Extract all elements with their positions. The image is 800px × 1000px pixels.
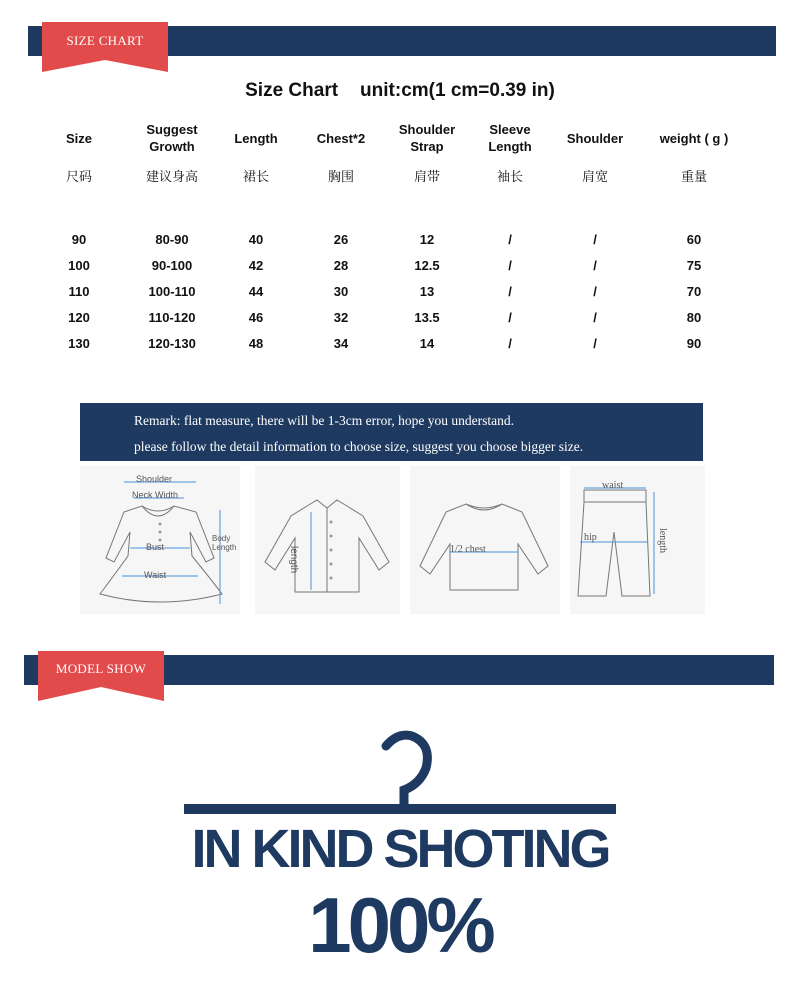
table-cell: 40 <box>248 231 264 247</box>
shirt-outline-icon <box>255 466 400 614</box>
table-row <box>36 252 756 278</box>
header-zh-size: 尺码 <box>65 168 92 184</box>
remark-line-2: please follow the detail information to choose size, suggest you choose bigger size. <box>134 439 584 454</box>
pants-length-label: length <box>657 528 668 553</box>
table-cell: 80 <box>686 309 702 325</box>
table-cell: 32 <box>333 309 349 325</box>
dress-waist-label: Waist <box>144 570 167 580</box>
hanger-icon <box>180 726 620 816</box>
size-table <box>36 116 756 356</box>
table-cell: 28 <box>333 257 349 273</box>
header-zh-length: 裙长 <box>242 168 269 184</box>
header-weight: weight ( g ) <box>659 130 729 146</box>
table-cell: 90 <box>686 335 702 351</box>
table-row <box>36 330 756 356</box>
sweater-diagram <box>410 466 560 614</box>
table-cell: / <box>508 309 512 325</box>
table-cell: 100-110 <box>148 283 196 299</box>
shirt-diagram <box>255 466 400 614</box>
header-zh-shoulder: 肩宽 <box>581 168 608 184</box>
table-cell: / <box>593 231 597 247</box>
table-cell: 100 <box>68 257 90 273</box>
table-header-zh <box>36 160 756 190</box>
table-cell: 46 <box>248 309 264 325</box>
ribbon-fold <box>42 60 168 72</box>
shirt-length-label: length <box>288 546 299 574</box>
percent-headline: 100% <box>308 881 492 969</box>
table-cell: / <box>593 257 597 273</box>
table-cell: 130 <box>68 335 90 351</box>
table-cell: 75 <box>686 257 702 273</box>
table-cell: / <box>508 335 512 351</box>
table-cell: 90 <box>71 231 87 247</box>
table-cell: / <box>593 335 597 351</box>
pants-waist-label: waist <box>602 480 624 491</box>
table-cell: 12 <box>419 231 435 247</box>
table-cell: / <box>508 283 512 299</box>
table-cell: 110 <box>68 283 90 299</box>
header-length: Length <box>234 130 278 146</box>
table-row <box>36 304 756 330</box>
header-zh-weight: 重量 <box>680 168 707 184</box>
header-shoulder: Shoulder <box>566 130 624 146</box>
table-row <box>36 226 756 252</box>
table-cell: 120 <box>68 309 90 325</box>
dress-bust-label: Bust <box>146 542 165 552</box>
header-zh-strap: 肩带 <box>413 168 440 184</box>
table-cell: 44 <box>248 283 264 299</box>
chart-unit-text: unit:cm(1 cm=0.39 in) <box>360 80 555 101</box>
table-cell: 13 <box>419 283 435 299</box>
header-sleeve-length: Sleeve Length <box>488 122 532 154</box>
table-cell: / <box>593 309 597 325</box>
dress-body-length-label: Body Length <box>212 534 237 552</box>
dress-diagram <box>80 466 240 614</box>
table-cell: / <box>508 231 512 247</box>
table-cell: 70 <box>686 283 702 299</box>
size-chart-ribbon: SIZE CHART <box>42 22 168 60</box>
header-zh-growth: 建议身高 <box>145 168 198 184</box>
dress-shoulder-label: Shoulder <box>136 474 173 484</box>
table-cell: 120-130 <box>148 335 196 351</box>
table-row <box>36 278 756 304</box>
dress-neck-width-label: Neck Width <box>132 490 179 500</box>
table-cell: 48 <box>248 335 264 351</box>
header-chest: Chest*2 <box>316 130 366 146</box>
table-cell: 14 <box>419 335 435 351</box>
header-suggest-growth: Suggest Growth <box>146 122 198 154</box>
remark-box <box>80 403 703 461</box>
in-kind-headline: IN KIND SHOTING <box>191 819 609 879</box>
header-zh-chest: 胸围 <box>327 168 354 184</box>
table-cell: 13.5 <box>414 309 440 325</box>
header-size: Size <box>65 130 92 146</box>
table-cell: 26 <box>333 231 349 247</box>
table-cell: 60 <box>686 231 702 247</box>
measurement-diagrams <box>80 466 705 616</box>
ribbon-fold <box>38 687 164 701</box>
table-cell: 90-100 <box>151 257 193 273</box>
chart-title-text: Size Chart <box>245 80 339 101</box>
table-cell: 42 <box>248 257 264 273</box>
pants-diagram <box>570 466 705 614</box>
header-shoulder-strap: Shoulder Strap <box>398 122 456 154</box>
table-cell: 30 <box>333 283 349 299</box>
table-header-en <box>36 116 756 160</box>
model-show-ribbon: MODEL SHOW <box>38 651 164 687</box>
table-cell: 12.5 <box>414 257 440 273</box>
sweater-outline-icon <box>410 466 560 614</box>
remark-line-1: Remark: flat measure, there will be 1-3cm error, hope you understand. <box>134 413 514 428</box>
table-cell: 34 <box>333 335 349 351</box>
header-zh-sleeve: 袖长 <box>496 168 523 184</box>
table-cell: 80-90 <box>155 231 189 247</box>
table-cell: 110-120 <box>148 309 196 325</box>
sweater-half-chest-label: 1/2 chest <box>450 544 486 555</box>
table-cell: / <box>508 257 512 273</box>
pants-hip-label: hip <box>584 532 597 543</box>
chart-title <box>0 80 800 102</box>
table-cell: / <box>593 283 597 299</box>
